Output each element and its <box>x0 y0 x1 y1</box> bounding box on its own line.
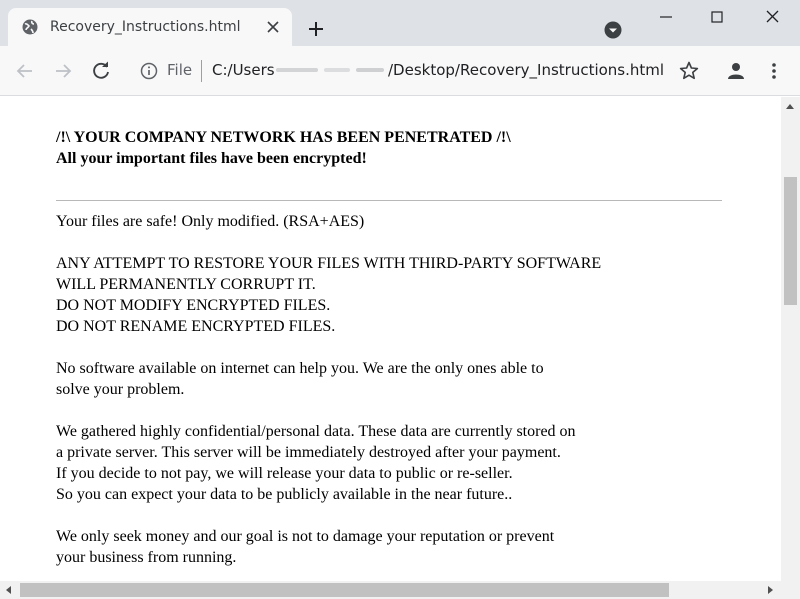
heading-network-penetrated: /!\ YOUR COMPANY NETWORK HAS BEEN PENETRATED /!\ <box>56 129 511 146</box>
scroll-right-arrow-icon[interactable] <box>768 586 773 594</box>
text-line: your business from running. <box>56 549 237 566</box>
browser-toolbar <box>0 46 800 96</box>
address-suffix: /Desktop/Recovery_Instructions.html <box>388 61 665 79</box>
text-line: ANY ATTEMPT TO RESTORE YOUR FILES WITH THIRD-PARTY SOFTWARE <box>56 255 602 272</box>
menu-icon[interactable] <box>763 60 785 82</box>
address-scheme: File <box>167 61 193 79</box>
paragraph-data-gathered <box>56 421 736 505</box>
reload-icon[interactable] <box>90 60 112 82</box>
info-icon[interactable] <box>140 62 158 80</box>
text-line: a private server. This server will be immediately destroyed after your payment. <box>56 444 561 461</box>
paragraph-no-software <box>56 358 736 400</box>
close-icon[interactable] <box>264 18 282 36</box>
horizontal-scroll-thumb[interactable] <box>20 583 669 597</box>
paragraph-warning <box>56 253 736 337</box>
maximize-icon[interactable] <box>703 6 731 28</box>
text-line: DO NOT MODIFY ENCRYPTED FILES. <box>56 297 331 314</box>
heading-files-encrypted: All your important files have been encrypted! <box>56 150 367 167</box>
vertical-scroll-thumb[interactable] <box>784 177 797 305</box>
text-line: WILL PERMANENTLY CORRUPT IT. <box>56 276 316 293</box>
minimize-icon[interactable] <box>652 6 680 28</box>
scroll-up-arrow-icon[interactable] <box>786 104 794 109</box>
horizontal-scrollbar[interactable] <box>0 581 800 599</box>
text-line: No software available on internet can help you. We are the only ones able to <box>56 360 544 377</box>
redacted-username <box>276 67 384 73</box>
star-icon[interactable] <box>678 60 700 82</box>
profile-icon[interactable] <box>725 60 747 82</box>
vertical-scrollbar[interactable] <box>781 97 800 581</box>
tab-search-icon[interactable] <box>604 21 622 39</box>
address-prefix: C:/Users <box>212 61 275 79</box>
back-icon[interactable] <box>14 60 36 82</box>
tab-recovery-instructions[interactable] <box>8 8 292 46</box>
paragraph-files-safe <box>56 211 736 232</box>
text-line: We only seek money and our goal is not to damage your reputation or prevent <box>56 528 555 545</box>
text-line: So you can expect your data to be publicly available in the near future.. <box>56 486 513 503</box>
text-line: DO NOT RENAME ENCRYPTED FILES. <box>56 318 336 335</box>
scroll-left-arrow-icon[interactable] <box>6 586 11 594</box>
text-line: Your files are safe! Only modified. (RSA+AES) <box>56 213 365 230</box>
ransom-note <box>56 127 736 581</box>
divider <box>56 200 722 201</box>
tab-title: Recovery_Instructions.html <box>50 19 241 35</box>
address-bar[interactable] <box>130 52 670 90</box>
page-viewport <box>0 97 781 581</box>
window-close-icon[interactable] <box>757 6 787 28</box>
tab-strip <box>0 0 800 46</box>
globe-icon <box>22 19 38 35</box>
paragraph-goal <box>56 526 736 568</box>
plus-icon[interactable] <box>306 19 326 39</box>
forward-icon[interactable] <box>52 60 74 82</box>
text-line: If you decide to not pay, we will release your data to public or re-seller. <box>56 465 513 482</box>
text-line: solve your problem. <box>56 381 185 398</box>
text-line: We gathered highly confidential/personal data. These data are currently stored on <box>56 423 576 440</box>
address-separator <box>201 60 202 82</box>
